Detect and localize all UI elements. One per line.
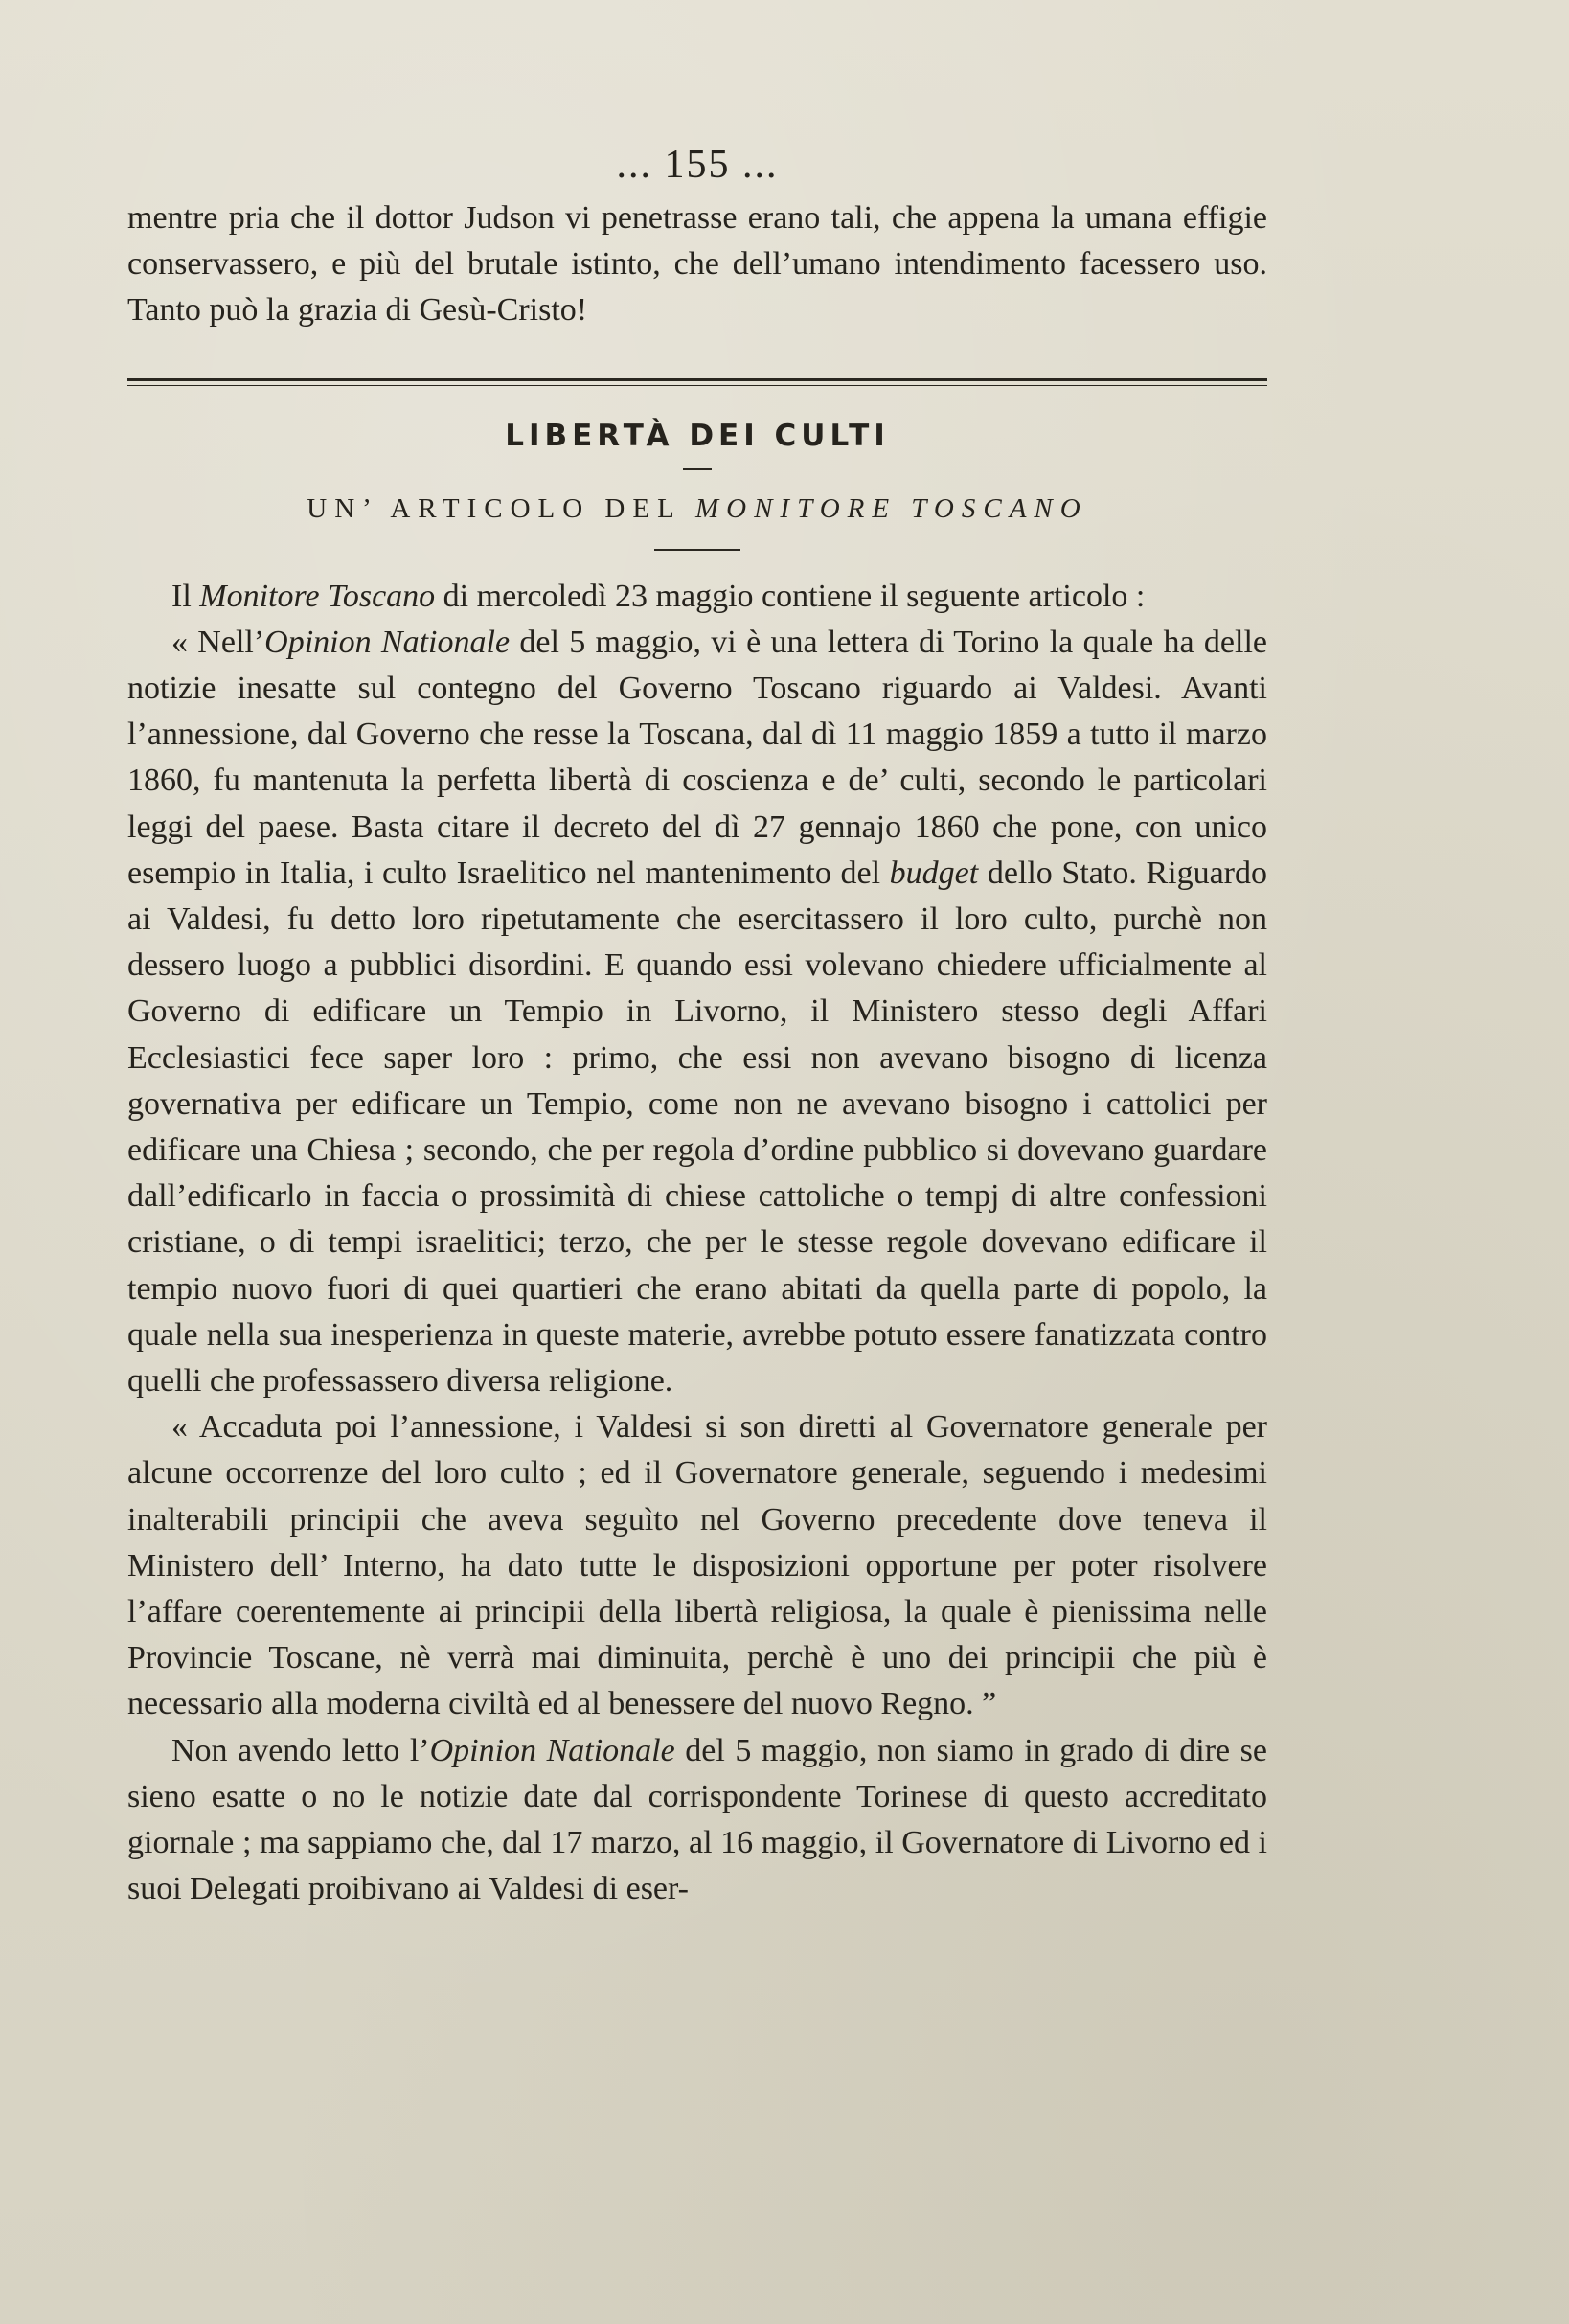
- paragraph-1: [127, 574, 1267, 620]
- page-content: [127, 134, 1267, 1913]
- paragraph-2: [127, 620, 1267, 1404]
- subtitle-prefix: UN’ ARTICOLO DEL: [307, 492, 695, 524]
- paragraph-4: [127, 1728, 1267, 1913]
- title-dash: [683, 468, 712, 470]
- subtitle-italic: MONITORE TOSCANO: [694, 492, 1088, 524]
- intro-paragraph: mentre pria che il dottor Judson vi penetrasse erano tali, che appena la umana effigie conservassero, e più del brutale istinto, che dell’umano intendimento facessero uso. Tanto può la grazia di Gesù-Cristo!: [127, 200, 1267, 329]
- section-divider: [127, 378, 1267, 386]
- paragraph-4-rest: del 5 maggio, non siamo in grado di dire se sieno esatte o no le notizie date dal corrispondente Torinese di questo accreditato giornale ; ma sappiamo che, dal 17 marzo, al 16 maggio, il Governatore di Livorno ed i suoi Delegati proibivano ai Valdesi di eser-: [127, 1732, 1267, 1907]
- subtitle-dash: [654, 549, 740, 551]
- page-number: ... 155 ...: [616, 143, 779, 187]
- paragraph-2-italic-2: budget: [889, 854, 979, 891]
- paragraph-2-mid: del 5 maggio, vi è una lettera di Torino la quale ha delle notizie inesatte sul contegno del Governo Toscano riguardo ai Valdesi. Avanti l’annessione, dal Governo che resse la Toscana, dal dì 11 maggio 1859 a tutto il marzo 1860, fu mantenuta la perfetta libertà di coscienza e de’ culti, secondo le particolari leggi del paese. Basta citare il decreto del dì 27 gennajo 1860 che pone, con unico esempio in Italia, i culto Israelitico nel mantenimento del: [127, 624, 1267, 891]
- paragraph-1-rest: di mercoledì 23 maggio contiene il seguente articolo :: [435, 578, 1146, 614]
- paragraph-2-start: « Nell’: [171, 624, 265, 660]
- paragraph-2-italic-1: Opinion Nationale: [264, 624, 511, 660]
- paragraph-1-start: Il: [171, 578, 200, 614]
- paragraph-2-rest: dello Stato. Riguardo ai Valdesi, fu detto loro ripetutamente che esercitassero il loro culto, purchè non dessero luogo a pubblici disordini. E quando essi volevano chiedere ufficialmente al Governo di edificare un Tempio in Livorno, il Ministero stesso degli Affari Ecclesiastici fece saper loro : primo, che essi non avevano bisogno di licenza governativa per edificare un Tempio, come non ne avevano bisogno i cattolici per edificare una Chiesa ; secondo, che per regola d’ordine pubblico si dovevano guardare dall’edificarlo in faccia o prossimità di chiese cattoliche o tempj di altre confessioni cristiane, o di tempi israelitici; terzo, che per le stesse regole dovevano edificare il tempio nuovo fuori di quei quartieri che erano abitati da quella parte di popolo, la quale nella sua inesperienza in queste materie, avrebbe potuto essere fanatizzata contro quelli che professassero diversa religione.: [127, 854, 1267, 1400]
- paragraph-3: « Accaduta poi l’annessione, i Valdesi si son diretti al Governatore generale per alcune occorrenze del loro culto ; ed il Governatore generale, seguendo i medesimi inalterabili principii che aveva seguìto nel Governo precedente dove teneva il Ministero dell’ Interno, ha dato tutte le disposizioni opportune per poter risolvere l’affare coerentemente ai principii della libertà religiosa, la quale è pienissima nelle Provincie Toscane, nè verrà mai diminuita, perchè è uno dei principii che più è necessario alla moderna civiltà ed al benessere del nuovo Regno. ”: [127, 1409, 1267, 1722]
- paragraph-4-italic: Opinion Nationale: [429, 1732, 675, 1768]
- section-title: LIBERTÀ DEI CULTI: [505, 418, 890, 453]
- paragraph-4-start: Non avendo letto l’: [171, 1732, 430, 1768]
- paragraph-1-italic: Monitore Toscano: [199, 578, 436, 614]
- section-subtitle: [127, 488, 1267, 530]
